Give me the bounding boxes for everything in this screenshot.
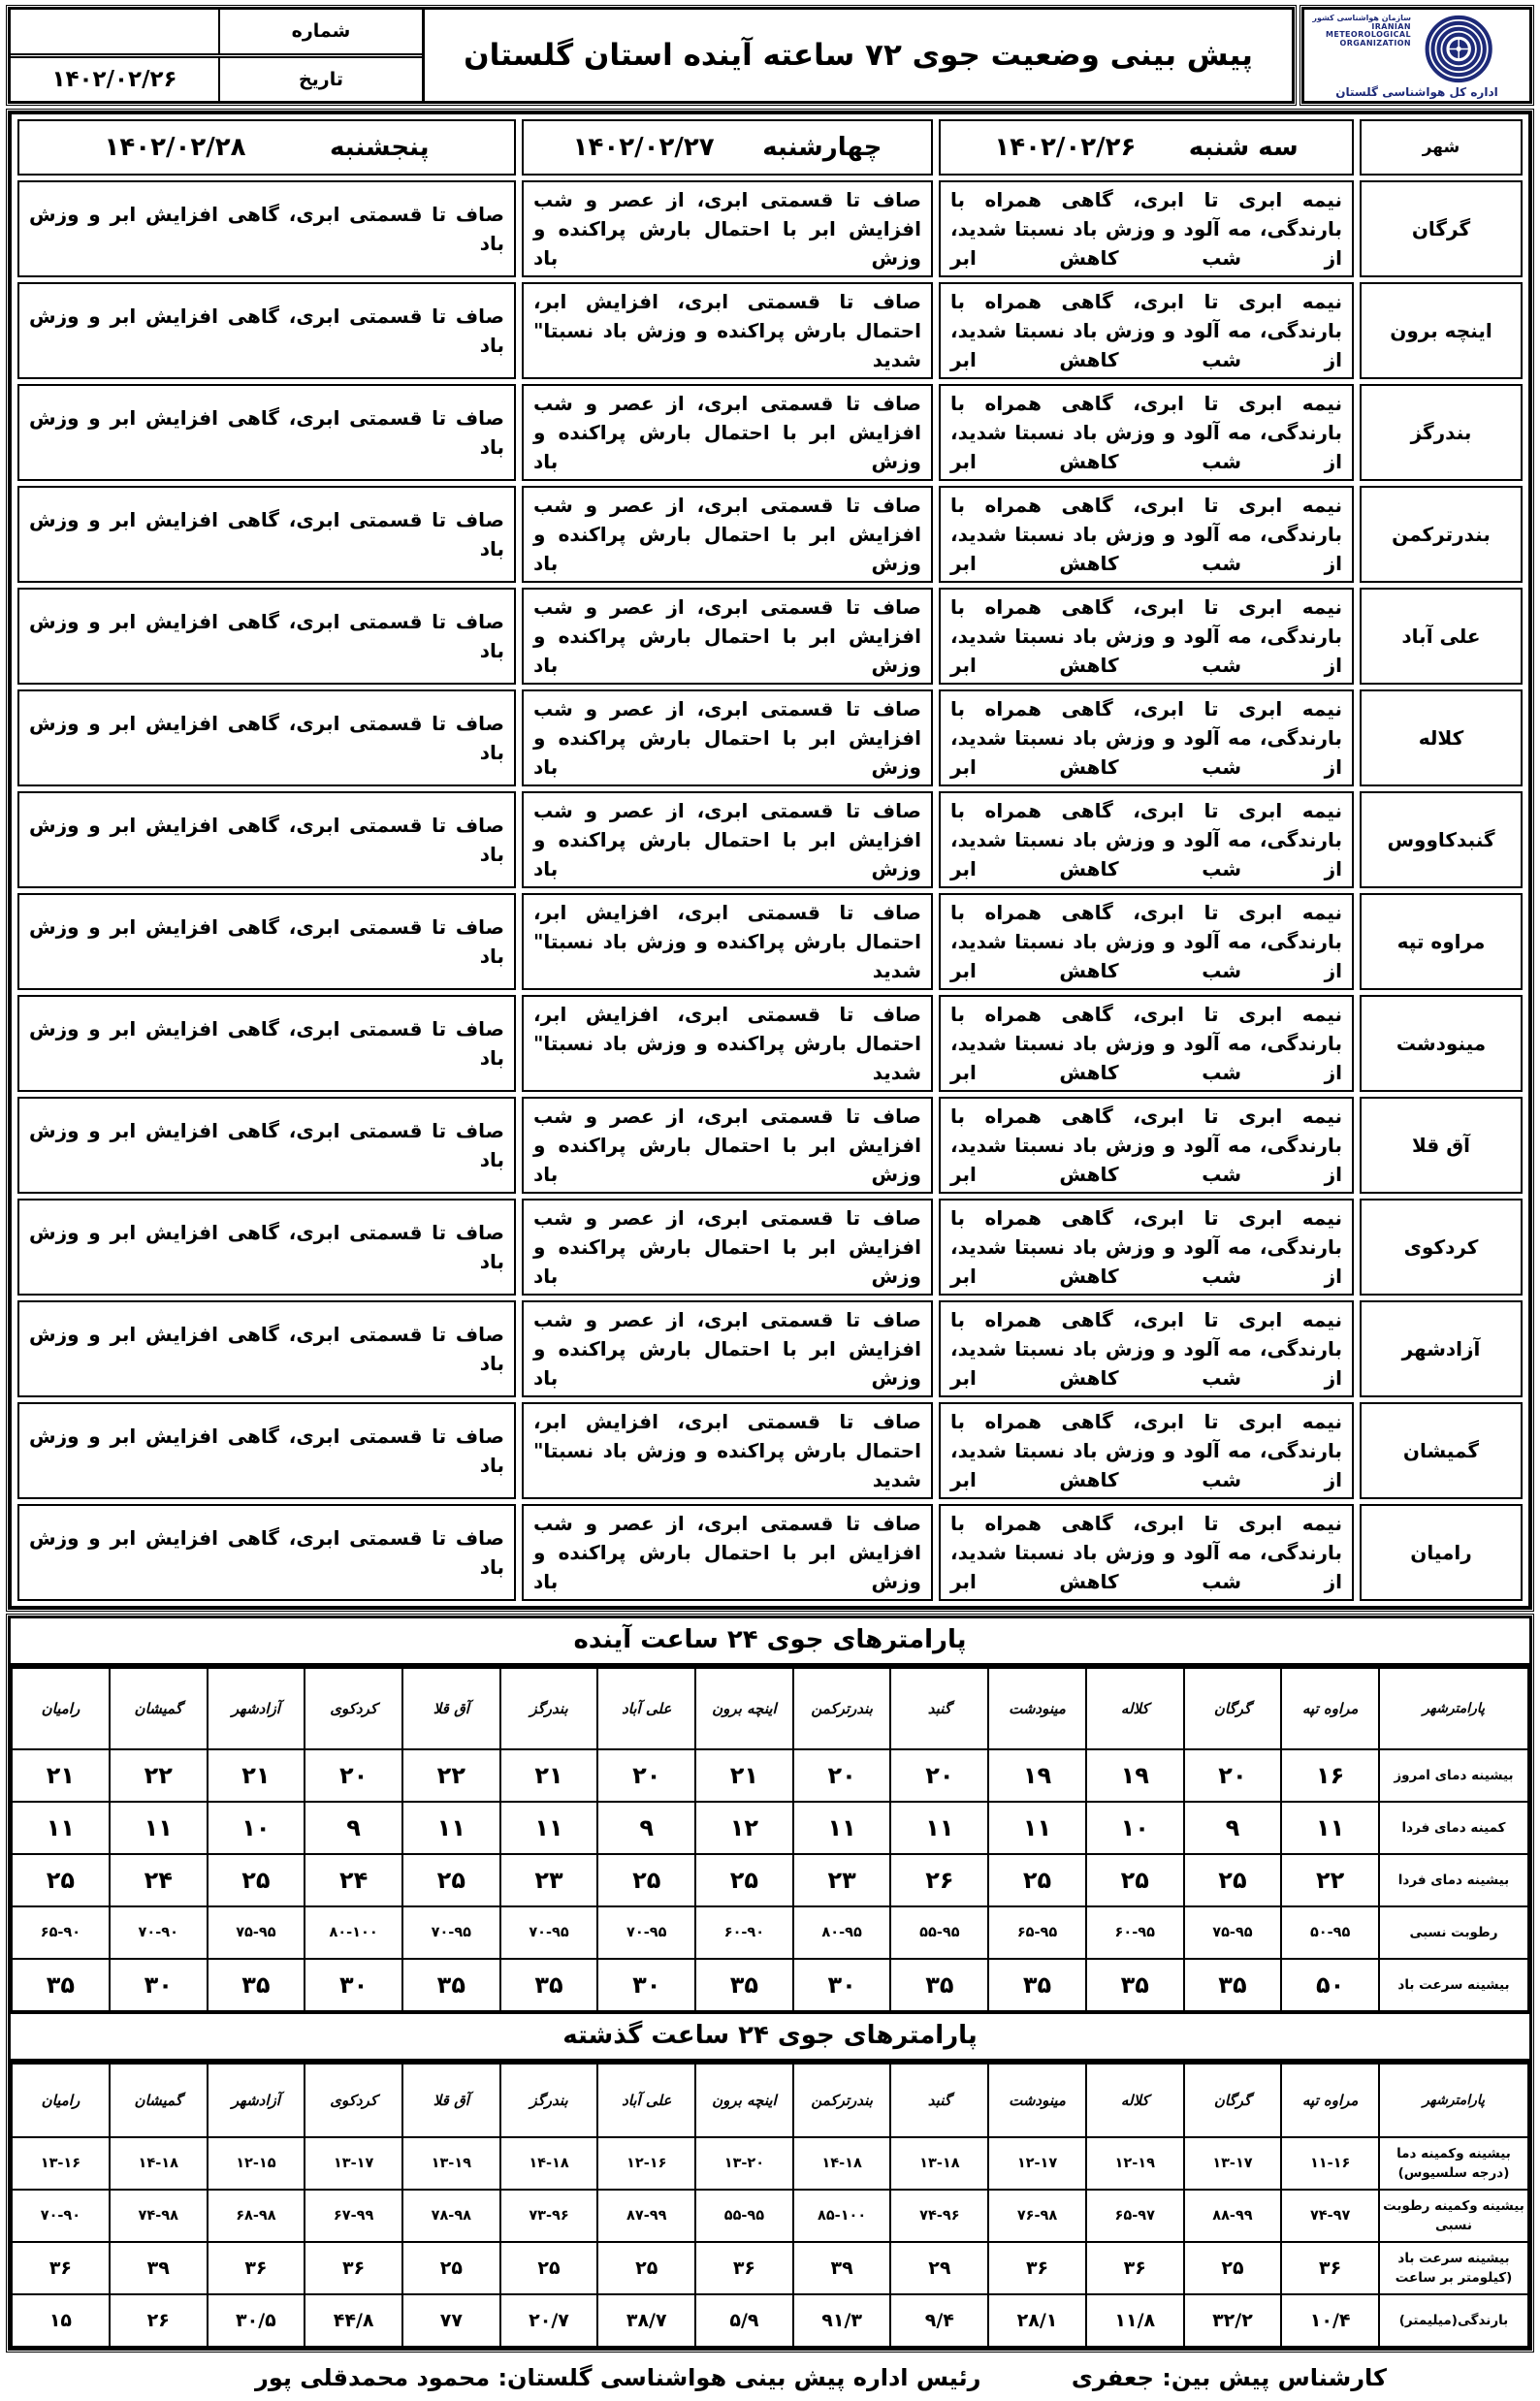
param-value-cell: ۷۰-۹۰ — [110, 1906, 208, 1959]
param-row-label: رطوبت نسبی — [1379, 1906, 1528, 1959]
param-value-cell: ۲۵ — [988, 1854, 1086, 1906]
city-name: مراوه تپه — [1360, 893, 1523, 990]
param-row-label: بارندگی(میلیمتر) — [1379, 2294, 1528, 2347]
params-header — [12, 1668, 1528, 1749]
param-value-cell: ۳۰ — [110, 1959, 208, 2011]
param-value-cell: ۱۱ — [793, 1802, 891, 1854]
param-value-cell: ۸۰-۹۵ — [793, 1906, 891, 1959]
forecast-cell-tuesday: نیمه ابری تا ابری، گاهی همراه با بارندگی، مه آلود و وزش باد نسبتا شدید، از شب کاهش ابر — [939, 1504, 1354, 1601]
forecast-cell-tuesday: نیمه ابری تا ابری، گاهی همراه با بارندگی، مه آلود و وزش باد نسبتا شدید، از شب کاهش ابر — [939, 1199, 1354, 1296]
forecast-cell-wednesday: صاف تا قسمتی ابری، از عصر و شب افزایش ابر با احتمال بارش پراکنده و وزش باد — [522, 1097, 933, 1194]
param-value-cell: ۱۱ — [890, 1802, 988, 1854]
param-value-cell: ۳۶ — [208, 2242, 305, 2294]
param-value-cell: ۱۳-۱۷ — [1184, 2137, 1282, 2190]
params-rows — [12, 1749, 1528, 2011]
param-value-cell: ۷۴-۹۸ — [110, 2190, 208, 2242]
param-value-cell: ۱۱/۸ — [1086, 2294, 1184, 2347]
param-value-cell: ۲۶ — [110, 2294, 208, 2347]
param-value-cell: ۱۴-۱۸ — [793, 2137, 891, 2190]
param-value-cell: ۱۱ — [988, 1802, 1086, 1854]
forecast-cell-wednesday: صاف تا قسمتی ابری، از عصر و شب افزایش ابر با احتمال بارش پراکنده و وزش باد — [522, 791, 933, 888]
param-value-cell: ۱۳-۱۹ — [402, 2137, 500, 2190]
forecast-cell-thursday: صاف تا قسمتی ابری، گاهی افزایش ابر و وزش باد — [17, 1504, 516, 1601]
param-value-cell: ۲۵ — [402, 1854, 500, 1906]
param-value-cell: ۴۴/۸ — [305, 2294, 402, 2347]
forecast-cell-wednesday: صاف تا قسمتی ابری، از عصر و شب افزایش ابر با احتمال بارش پراکنده و وزش باد — [522, 1504, 933, 1601]
spiral-logo-icon — [1392, 12, 1516, 83]
forecast-rows — [17, 180, 1523, 1601]
params-city-header: مراوه تپه — [1281, 1668, 1379, 1749]
param-value-cell: ۲۵ — [597, 1854, 695, 1906]
forecast-cell-tuesday: نیمه ابری تا ابری، گاهی همراه با بارندگی، مه آلود و وزش باد نسبتا شدید، از شب کاهش ابر — [939, 1097, 1354, 1194]
param-value-cell: ۲۱ — [208, 1749, 305, 1802]
param-value-cell: ۲۴ — [110, 1854, 208, 1906]
param-value-cell: ۱۴-۱۸ — [500, 2137, 598, 2190]
param-value-cell: ۳۹ — [793, 2242, 891, 2294]
param-value-cell: ۷۰-۹۰ — [12, 2190, 110, 2242]
param-value-cell: ۳۹ — [110, 2242, 208, 2294]
param-value-cell: ۱۲-۱۶ — [597, 2137, 695, 2190]
forecast-cell-thursday: صاف تا قسمتی ابری، گاهی افزایش ابر و وزش باد — [17, 791, 516, 888]
day-name: چهارشنبه — [762, 133, 882, 162]
param-value-cell: ۳۶ — [12, 2242, 110, 2294]
param-value-cell: ۲۵ — [1184, 2242, 1282, 2294]
forecast-cell-thursday: صاف تا قسمتی ابری، گاهی افزایش ابر و وزش باد — [17, 486, 516, 583]
param-value-cell: ۳۵ — [1086, 1959, 1184, 2011]
title-area — [425, 10, 1292, 101]
forecast-cell-tuesday: نیمه ابری تا ابری، گاهی همراه با بارندگی، مه آلود و وزش باد نسبتا شدید، از شب کاهش ابر — [939, 282, 1354, 379]
params-city-header: اینچه برون — [695, 2064, 793, 2137]
param-value-cell: ۲۴ — [305, 1854, 402, 1906]
day-header-wednesday — [522, 119, 933, 176]
table-row — [17, 995, 1523, 1092]
param-value-cell: ۱۰ — [1086, 1802, 1184, 1854]
forecast-cell-thursday: صاف تا قسمتی ابری، گاهی افزایش ابر و وزش باد — [17, 893, 516, 990]
forecast-cell-wednesday: صاف تا قسمتی ابری، از عصر و شب افزایش ابر با احتمال بارش پراکنده و وزش باد — [522, 1300, 933, 1397]
params-city-header: مینودشت — [988, 2064, 1086, 2137]
forecast-cell-thursday: صاف تا قسمتی ابری، گاهی افزایش ابر و وزش باد — [17, 1300, 516, 1397]
param-value-cell: ۶۵-۹۰ — [12, 1906, 110, 1959]
param-value-cell: ۳۶ — [1086, 2242, 1184, 2294]
params-city-header: بندرترکمن — [793, 1668, 891, 1749]
param-value-cell: ۲۵ — [12, 1854, 110, 1906]
forecast-cell-thursday: صاف تا قسمتی ابری، گاهی افزایش ابر و وزش باد — [17, 1199, 516, 1296]
param-value-cell: ۲۲ — [110, 1749, 208, 1802]
params-city-header: کلاله — [1086, 1668, 1184, 1749]
params-city-header: گرگان — [1184, 1668, 1282, 1749]
forecast-cell-tuesday: نیمه ابری تا ابری، گاهی همراه با بارندگی، مه آلود و وزش باد نسبتا شدید، از شب کاهش ابر — [939, 384, 1354, 481]
param-value-cell: ۷۴-۹۶ — [890, 2190, 988, 2242]
param-value-cell: ۱۲ — [695, 1802, 793, 1854]
param-value-cell: ۱۱ — [402, 1802, 500, 1854]
params-header-row — [12, 2064, 1528, 2137]
logo-org-en-2: METEOROLOGICAL — [1325, 30, 1411, 40]
forecast-cell-tuesday: نیمه ابری تا ابری، گاهی همراه با بارندگی، مه آلود و وزش باد نسبتا شدید، از شب کاهش ابر — [939, 588, 1354, 685]
param-value-cell: ۹ — [1184, 1802, 1282, 1854]
forecast-cell-wednesday: صاف تا قسمتی ابری، از عصر و شب افزایش ابر با احتمال بارش پراکنده و وزش باد — [522, 689, 933, 786]
city-name: گرگان — [1360, 180, 1523, 277]
param-value-cell: ۶۵-۹۷ — [1086, 2190, 1184, 2242]
param-value-cell: ۲۵ — [1184, 1854, 1282, 1906]
param-value-cell: ۳۵ — [402, 1959, 500, 2011]
param-value-cell: ۲۲ — [1281, 1854, 1379, 1906]
param-value-cell: ۵۰ — [1281, 1959, 1379, 2011]
param-value-cell: ۸۷-۹۹ — [597, 2190, 695, 2242]
param-value-cell: ۳۵ — [890, 1959, 988, 2011]
param-value-cell: ۱۱ — [1281, 1802, 1379, 1854]
param-row-label: بیشینه سرعت باد — [1379, 1959, 1528, 2011]
param-value-cell: ۸۵-۱۰۰ — [793, 2190, 891, 2242]
table-row — [17, 486, 1523, 583]
day-date: ۱۴۰۲/۰۲/۲۸ — [104, 133, 246, 162]
param-value-cell: ۳۲/۲ — [1184, 2294, 1282, 2347]
param-value-cell: ۲۳ — [793, 1854, 891, 1906]
param-value-cell: ۶۰-۹۵ — [1086, 1906, 1184, 1959]
param-row-label: بیشینه وکمینه دما (درجه سلسیوس) — [1379, 2137, 1528, 2190]
params-city-header: آزادشهر — [208, 1668, 305, 1749]
param-value-cell: ۵/۹ — [695, 2294, 793, 2347]
params-city-header: آزادشهر — [208, 2064, 305, 2137]
params-city-header: کردکوی — [305, 2064, 402, 2137]
table-row — [17, 689, 1523, 786]
table-row — [17, 1402, 1523, 1499]
param-value-cell: ۲۵ — [402, 2242, 500, 2294]
table-row — [12, 1906, 1528, 1959]
met-org-logo — [1301, 7, 1532, 104]
param-value-cell: ۲۸/۱ — [988, 2294, 1086, 2347]
forecast-cell-thursday: صاف تا قسمتی ابری، گاهی افزایش ابر و وزش باد — [17, 689, 516, 786]
city-name: بندرترکمن — [1360, 486, 1523, 583]
param-value-cell: ۱۳-۲۰ — [695, 2137, 793, 2190]
page-title: پیش بینی وضعیت جوی ۷۲ ساعته آینده استان گلستان — [464, 38, 1253, 73]
param-value-cell: ۳۰/۵ — [208, 2294, 305, 2347]
logo-org-en-1: IRANIAN — [1371, 21, 1411, 31]
table-row — [17, 180, 1523, 277]
params-city-header: گنبد — [890, 1668, 988, 1749]
forecast-cell-wednesday: صاف تا قسمتی ابری، افزایش ابر، احتمال بارش پراکنده و وزش باد نسبتا" شدید — [522, 995, 933, 1092]
number-value — [11, 10, 218, 53]
table-row — [12, 1959, 1528, 2011]
params-next24h-table — [11, 1667, 1529, 2012]
day-header-tuesday — [939, 119, 1354, 176]
city-name: آق قلا — [1360, 1097, 1523, 1194]
forecast-cell-wednesday: صاف تا قسمتی ابری، افزایش ابر، احتمال بارش پراکنده و وزش باد نسبتا" شدید — [522, 282, 933, 379]
param-value-cell: ۶۰-۹۰ — [695, 1906, 793, 1959]
logo-org-fa: سازمان هواشناسی کشور — [1312, 14, 1411, 22]
param-value-cell: ۲۳ — [500, 1854, 598, 1906]
day-header-row — [17, 119, 1523, 176]
number-row — [11, 10, 422, 58]
param-value-cell: ۷۳-۹۶ — [500, 2190, 598, 2242]
param-row-label: بیشینه سرعت باد (کیلومتر بر ساعت — [1379, 2242, 1528, 2294]
params-city-header: بندرگز — [500, 2064, 598, 2137]
params-corner-header: پارامترشهر — [1379, 2064, 1528, 2137]
day-name: پنجشنبه — [329, 133, 430, 162]
params-city-header: علی آباد — [597, 1668, 695, 1749]
param-value-cell: ۹ — [597, 1802, 695, 1854]
param-value-cell: ۳۵ — [988, 1959, 1086, 2011]
city-name: رامیان — [1360, 1504, 1523, 1601]
city-name: بندرگز — [1360, 384, 1523, 481]
param-value-cell: ۲۵ — [208, 1854, 305, 1906]
param-value-cell: ۳۶ — [305, 2242, 402, 2294]
param-value-cell: ۸۸-۹۹ — [1184, 2190, 1282, 2242]
number-date-box — [11, 10, 425, 101]
params-city-header: مراوه تپه — [1281, 2064, 1379, 2137]
param-value-cell: ۹ — [305, 1802, 402, 1854]
param-value-cell: ۵۵-۹۵ — [695, 2190, 793, 2242]
param-value-cell: ۳۶ — [1281, 2242, 1379, 2294]
param-value-cell: ۲۶ — [890, 1854, 988, 1906]
params-city-header: آق قلا — [402, 1668, 500, 1749]
header-strip — [8, 7, 1295, 104]
table-row — [12, 2137, 1528, 2190]
table-row — [17, 1504, 1523, 1601]
param-value-cell: ۶۵-۹۵ — [988, 1906, 1086, 1959]
param-value-cell: ۳۰ — [597, 1959, 695, 2011]
param-row-label: بیشینه دمای فردا — [1379, 1854, 1528, 1906]
forecast-cell-thursday: صاف تا قسمتی ابری، گاهی افزایش ابر و وزش باد — [17, 588, 516, 685]
head-of-office-signature: رئیس اداره پیش بینی هواشناسی گلستان: محمود محمدقلی پور — [255, 2364, 981, 2391]
param-value-cell: ۷۴-۹۷ — [1281, 2190, 1379, 2242]
city-name: مینودشت — [1360, 995, 1523, 1092]
city-name: کردکوی — [1360, 1199, 1523, 1296]
param-value-cell: ۸۰-۱۰۰ — [305, 1906, 402, 1959]
param-value-cell: ۲۰/۷ — [500, 2294, 598, 2347]
city-name: علی آباد — [1360, 588, 1523, 685]
number-label: شماره — [218, 10, 422, 53]
param-value-cell: ۳۶ — [695, 2242, 793, 2294]
document-header — [8, 7, 1532, 104]
params-rows — [12, 2137, 1528, 2347]
table-row — [17, 1300, 1523, 1397]
param-value-cell: ۱۳-۱۷ — [305, 2137, 402, 2190]
forecast-cell-thursday: صاف تا قسمتی ابری، گاهی افزایش ابر و وزش باد — [17, 1097, 516, 1194]
table-row — [12, 1749, 1528, 1802]
forecast-cell-wednesday: صاف تا قسمتی ابری، از عصر و شب افزایش ابر با احتمال بارش پراکنده و وزش باد — [522, 588, 933, 685]
params-city-header: گمیشان — [110, 2064, 208, 2137]
param-row-label: بیشینه دمای امروز — [1379, 1749, 1528, 1802]
param-value-cell: ۱۰ — [208, 1802, 305, 1854]
param-value-cell: ۲۰ — [793, 1749, 891, 1802]
params-city-header: بندرگز — [500, 1668, 598, 1749]
params-header-row — [12, 1668, 1528, 1749]
table-row — [17, 893, 1523, 990]
param-value-cell: ۳۵ — [500, 1959, 598, 2011]
logo-org-en-3: ORGANIZATION — [1339, 38, 1411, 48]
forecast-cell-thursday: صاف تا قسمتی ابری، گاهی افزایش ابر و وزش باد — [17, 180, 516, 277]
table-row — [17, 282, 1523, 379]
table-row — [17, 791, 1523, 888]
table-row — [12, 1854, 1528, 1906]
weather-forecast-document — [8, 0, 1532, 2401]
params-city-header: آق قلا — [402, 2064, 500, 2137]
forecast-cell-tuesday: نیمه ابری تا ابری، گاهی همراه با بارندگی، مه آلود و وزش باد نسبتا شدید، از شب کاهش ابر — [939, 791, 1354, 888]
param-value-cell: ۳۸/۷ — [597, 2294, 695, 2347]
param-value-cell: ۲۱ — [12, 1749, 110, 1802]
params-city-header: گنبد — [890, 2064, 988, 2137]
param-value-cell: ۱۱-۱۶ — [1281, 2137, 1379, 2190]
param-value-cell: ۵۵-۹۵ — [890, 1906, 988, 1959]
params-city-header: گرگان — [1184, 2064, 1282, 2137]
param-value-cell: ۷۵-۹۵ — [208, 1906, 305, 1959]
date-value: ۱۴۰۲/۰۲/۲۶ — [51, 66, 177, 92]
param-value-cell: ۱۱ — [12, 1802, 110, 1854]
param-value-cell: ۳۵ — [12, 1959, 110, 2011]
forecast-cell-wednesday: صاف تا قسمتی ابری، از عصر و شب افزایش ابر با احتمال بارش پراکنده و وزش باد — [522, 180, 933, 277]
forecast-cell-tuesday: نیمه ابری تا ابری، گاهی همراه با بارندگی، مه آلود و وزش باد نسبتا شدید، از شب کاهش ابر — [939, 486, 1354, 583]
forecast-cell-wednesday: صاف تا قسمتی ابری، از عصر و شب افزایش ابر با احتمال بارش پراکنده و وزش باد — [522, 384, 933, 481]
param-value-cell: ۱۱ — [500, 1802, 598, 1854]
forecast-cell-tuesday: نیمه ابری تا ابری، گاهی همراه با بارندگی، مه آلود و وزش باد نسبتا شدید، از شب کاهش ابر — [939, 1300, 1354, 1397]
param-value-cell: ۲۵ — [1086, 1854, 1184, 1906]
table-row — [17, 1199, 1523, 1296]
table-row — [12, 2190, 1528, 2242]
params-city-header: رامیان — [12, 2064, 110, 2137]
param-value-cell: ۷۰-۹۵ — [597, 1906, 695, 1959]
param-value-cell: ۹۱/۳ — [793, 2294, 891, 2347]
table-row — [17, 384, 1523, 481]
city-name: گمیشان — [1360, 1402, 1523, 1499]
param-value-cell: ۶۸-۹۸ — [208, 2190, 305, 2242]
param-value-cell: ۷۰-۹۵ — [500, 1906, 598, 1959]
param-value-cell: ۲۰ — [305, 1749, 402, 1802]
date-label: تاریخ — [218, 58, 422, 102]
day-date: ۱۴۰۲/۰۲/۲۷ — [572, 133, 715, 162]
param-value-cell: ۱۲-۱۵ — [208, 2137, 305, 2190]
param-value-cell: ۲۹ — [890, 2242, 988, 2294]
parameters-section — [8, 1616, 1532, 2351]
forecast-cell-thursday: صاف تا قسمتی ابری، گاهی افزایش ابر و وزش باد — [17, 1402, 516, 1499]
forecast-cell-thursday: صاف تا قسمتی ابری، گاهی افزایش ابر و وزش باد — [17, 282, 516, 379]
params-corner-header: پارامترشهر — [1379, 1668, 1528, 1749]
param-value-cell: ۷۷ — [402, 2294, 500, 2347]
param-value-cell: ۱۴-۱۸ — [110, 2137, 208, 2190]
table-row — [12, 2242, 1528, 2294]
forecast-cell-wednesday: صاف تا قسمتی ابری، از عصر و شب افزایش ابر با احتمال بارش پراکنده و وزش باد — [522, 1199, 933, 1296]
param-value-cell: ۲۱ — [500, 1749, 598, 1802]
param-value-cell: ۱۵ — [12, 2294, 110, 2347]
forecast-cell-wednesday: صاف تا قسمتی ابری، افزایش ابر، احتمال بارش پراکنده و وزش باد نسبتا" شدید — [522, 893, 933, 990]
param-value-cell: ۲۵ — [500, 2242, 598, 2294]
param-value-cell: ۱۲-۱۹ — [1086, 2137, 1184, 2190]
city-name: گنبدکاووس — [1360, 791, 1523, 888]
params-city-header: اینچه برون — [695, 1668, 793, 1749]
day-header-thursday — [17, 119, 516, 176]
forecast-cell-tuesday: نیمه ابری تا ابری، گاهی همراه با بارندگی، مه آلود و وزش باد نسبتا شدید، از شب کاهش ابر — [939, 1402, 1354, 1499]
param-row-label: کمینه دمای فردا — [1379, 1802, 1528, 1854]
param-value-cell: ۱۱ — [110, 1802, 208, 1854]
city-name: آزادشهر — [1360, 1300, 1523, 1397]
param-value-cell: ۲۱ — [695, 1749, 793, 1802]
table-row — [17, 1097, 1523, 1194]
forecast-cell-thursday: صاف تا قسمتی ابری، گاهی افزایش ابر و وزش باد — [17, 995, 516, 1092]
param-value-cell: ۲۵ — [695, 1854, 793, 1906]
param-value-cell: ۲۰ — [597, 1749, 695, 1802]
param-value-cell: ۱۹ — [1086, 1749, 1184, 1802]
param-value-cell: ۷۵-۹۵ — [1184, 1906, 1282, 1959]
params-city-header: مینودشت — [988, 1668, 1086, 1749]
forecast-cell-thursday: صاف تا قسمتی ابری، گاهی افزایش ابر و وزش باد — [17, 384, 516, 481]
param-value-cell: ۲۲ — [402, 1749, 500, 1802]
day-name: سه شنبه — [1188, 133, 1299, 162]
forecast-cell-tuesday: نیمه ابری تا ابری، گاهی همراه با بارندگی، مه آلود و وزش باد نسبتا شدید، از شب کاهش ابر — [939, 689, 1354, 786]
city-column-header: شهر — [1360, 119, 1523, 176]
date-row — [11, 58, 422, 102]
param-value-cell: ۳۵ — [208, 1959, 305, 2011]
forecast-cell-tuesday: نیمه ابری تا ابری، گاهی همراه با بارندگی، مه آلود و وزش باد نسبتا شدید، از شب کاهش ابر — [939, 995, 1354, 1092]
param-value-cell: ۵۰-۹۵ — [1281, 1906, 1379, 1959]
param-value-cell: ۷۰-۹۵ — [402, 1906, 500, 1959]
params-city-header: رامیان — [12, 1668, 110, 1749]
param-value-cell: ۲۵ — [597, 2242, 695, 2294]
param-value-cell: ۲۰ — [890, 1749, 988, 1802]
params-city-header: کلاله — [1086, 2064, 1184, 2137]
table-row — [17, 588, 1523, 685]
forecast-cell-wednesday: صاف تا قسمتی ابری، افزایش ابر، احتمال بارش پراکنده و وزش باد نسبتا" شدید — [522, 1402, 933, 1499]
day-date: ۱۴۰۲/۰۲/۲۶ — [994, 133, 1137, 162]
param-value-cell: ۹/۴ — [890, 2294, 988, 2347]
params-city-header: کردکوی — [305, 1668, 402, 1749]
params-past24h-table — [11, 2063, 1529, 2348]
params-city-header: گمیشان — [110, 1668, 208, 1749]
param-value-cell: ۱۳-۱۸ — [890, 2137, 988, 2190]
params-header — [12, 2064, 1528, 2137]
param-value-cell: ۳۰ — [305, 1959, 402, 2011]
forecaster-signature: کارشناس پیش بین: جعفری — [1071, 2364, 1387, 2391]
param-value-cell: ۳۵ — [1184, 1959, 1282, 2011]
forecast-cell-tuesday: نیمه ابری تا ابری، گاهی همراه با بارندگی، مه آلود و وزش باد نسبتا شدید، از شب کاهش ابر — [939, 180, 1354, 277]
forecast-cell-wednesday: صاف تا قسمتی ابری، از عصر و شب افزایش ابر با احتمال بارش پراکنده و وزش باد — [522, 486, 933, 583]
param-value-cell: ۳۶ — [988, 2242, 1086, 2294]
forecast-table — [8, 111, 1532, 1610]
param-value-cell: ۱۳-۱۶ — [12, 2137, 110, 2190]
table-row — [12, 1802, 1528, 1854]
param-value-cell: ۱۲-۱۷ — [988, 2137, 1086, 2190]
logo-department-name: اداره کل هواشناسی گلستان — [1335, 85, 1498, 99]
city-name: اینچه برون — [1360, 282, 1523, 379]
param-value-cell: ۲۰ — [1184, 1749, 1282, 1802]
section-title-next24h: پارامترهای جوی ۲۴ ساعت آینده — [11, 1618, 1529, 1667]
param-value-cell: ۳۵ — [695, 1959, 793, 2011]
param-value-cell: ۱۰/۴ — [1281, 2294, 1379, 2347]
param-value-cell: ۷۸-۹۸ — [402, 2190, 500, 2242]
table-row — [12, 2294, 1528, 2347]
document-footer — [8, 2351, 1532, 2401]
param-row-label: بیشینه وکمینه رطوبت نسبی — [1379, 2190, 1528, 2242]
param-value-cell: ۷۶-۹۸ — [988, 2190, 1086, 2242]
param-value-cell: ۶۷-۹۹ — [305, 2190, 402, 2242]
params-city-header: علی آباد — [597, 2064, 695, 2137]
param-value-cell: ۳۰ — [793, 1959, 891, 2011]
forecast-cell-tuesday: نیمه ابری تا ابری، گاهی همراه با بارندگی، مه آلود و وزش باد نسبتا شدید، از شب کاهش ابر — [939, 893, 1354, 990]
section-title-past24h: پارامترهای جوی ۲۴ ساعت گذشته — [11, 2010, 1529, 2063]
params-city-header: بندرترکمن — [793, 2064, 891, 2137]
param-value-cell: ۱۹ — [988, 1749, 1086, 1802]
param-value-cell: ۱۶ — [1281, 1749, 1379, 1802]
city-name: کلاله — [1360, 689, 1523, 786]
